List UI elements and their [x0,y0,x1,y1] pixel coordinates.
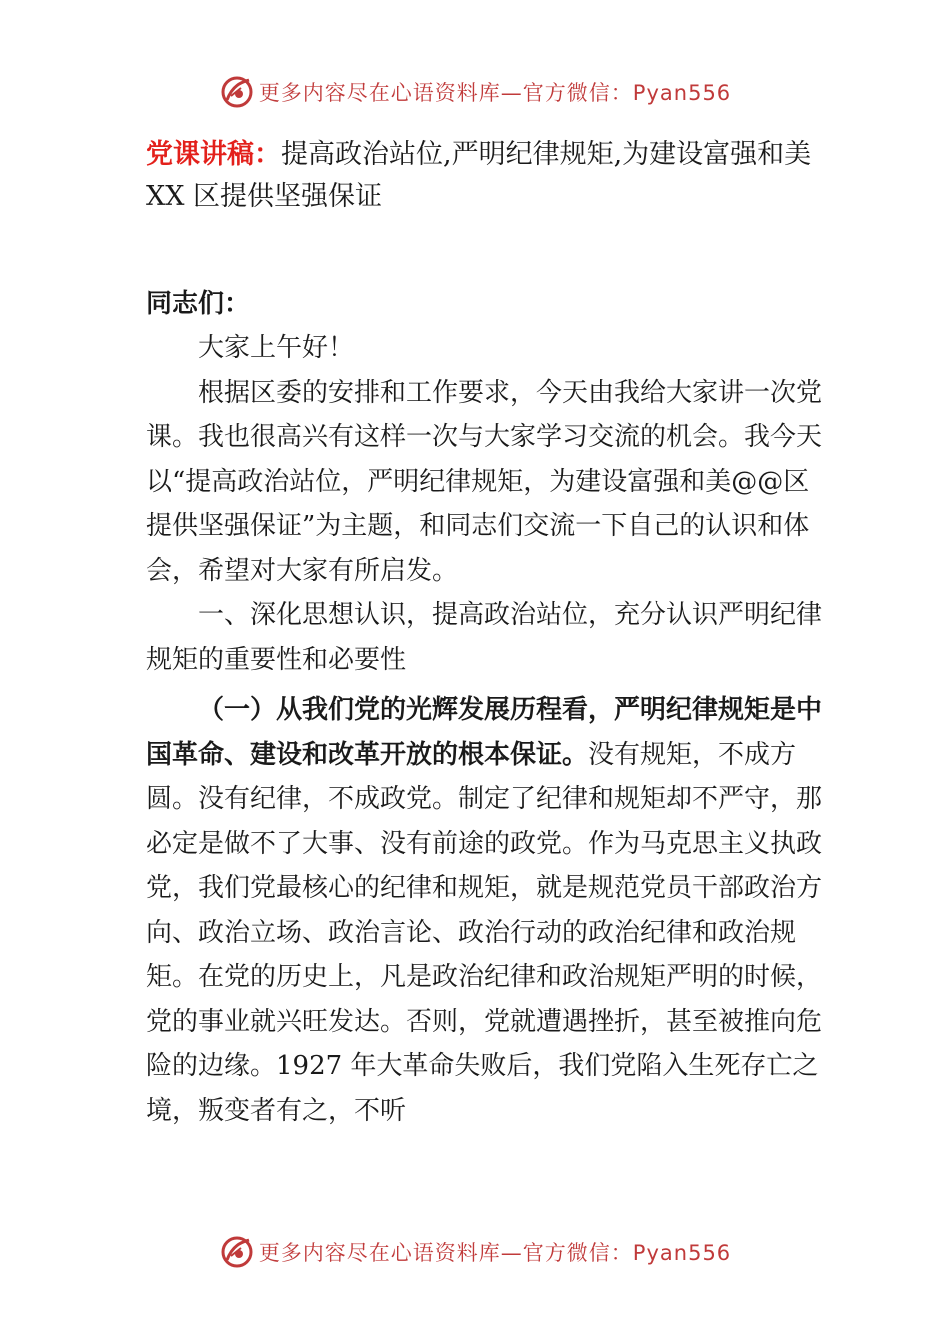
document-title [146,134,826,218]
subsection-heading: （一）从我们党的光辉发展历程看，严明纪律规矩是中国革命、建设和改革开放的根本保证。 [146,695,823,770]
watermark-banner-top [0,72,950,112]
title-text: 提高政治站位,严明纪律规矩,为建设富强和美 XX 区提供坚强保证 [146,139,812,212]
watermark-text: 更多内容尽在心语资料库—官方微信：Pyan556 [258,1241,732,1265]
title-label: 党课讲稿： [146,139,281,170]
red-seal-logo-icon [219,1234,255,1270]
watermark-text: 更多内容尽在心语资料库—官方微信：Pyan556 [258,81,732,105]
watermark-banner-bottom [0,1232,950,1272]
subsection-body: 没有规矩，不成方圆。没有纪律，不成政党。制定了纪律和规矩却不严守，那必定是做不了大事、没有前途的政党。作为马克思主义执政党，我们党最核心的纪律和规矩，就是规范党员干部政治方向、政治立场、政治言论、政治行动的政治纪律和政治规矩。在党的历史上，凡是政治纪律和政治规矩严明的时候，党的事业就兴旺发达。否则，党就遭遇挫折，甚至被推向危险的边缘。1927 年大革命失败后，我们党陷入生死存亡之境，叛变者有之，不听 [146,739,823,1126]
salutation: 同志们： [146,289,251,319]
section-heading: 一、深化思想认识，提高政治站位，充分认识严明纪律规矩的重要性和必要性 [146,600,823,675]
intro-paragraph: 根据区委的安排和工作要求，今天由我给大家讲一次党课。我也很高兴有这样一次与大家学习交流的机会。我今天以“提高政治站位，严明纪律规矩，为建设富强和美@@区提供坚强保证”为主题，和同志们交流一下自己的认识和体会，希望对大家有所启发。 [146,377,823,586]
document-body [146,134,826,1133]
greeting-paragraph: 大家上午好！ [198,333,355,363]
red-seal-logo-icon [219,74,255,110]
subsection-paragraph [146,688,826,1133]
